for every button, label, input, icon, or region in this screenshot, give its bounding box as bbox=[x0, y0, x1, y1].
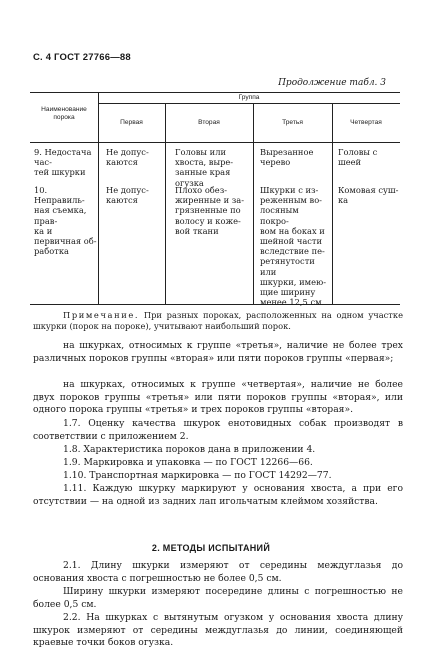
table-cell-defect-name: 9. Недостача час- тей шкурки bbox=[34, 147, 92, 178]
col-header-third: Третья bbox=[282, 119, 303, 126]
section-title: 2. МЕТОДЫ ИСПЫТАНИЙ bbox=[151, 543, 271, 553]
table-cell-second: Головы или хвоста, выре- занные края огузка bbox=[175, 147, 234, 188]
paragraph: 2.1. Длину шкурки измеряют от середины междуглазья до основания хвоста с погрешностью не более 0,5 см. bbox=[33, 560, 403, 584]
col-header-fourth: Четвертая bbox=[350, 119, 382, 126]
table-cell-defect-name: 10. Неправиль- ная съемка, прав- ка и первичная об- работка bbox=[34, 185, 97, 257]
table-cell-fourth: Комовая суш- ка bbox=[338, 185, 399, 206]
paragraph: 1.10. Транспортная маркировка — по ГОСТ 14292—77. bbox=[63, 470, 332, 481]
column-divider bbox=[165, 103, 166, 304]
column-divider bbox=[253, 103, 254, 304]
table-cell-first: Не допус- каются bbox=[106, 185, 149, 206]
table-cell-third: Вырезанное черево bbox=[260, 147, 314, 168]
column-divider bbox=[332, 103, 333, 304]
paragraph: 1.11. Каждую шкурку маркируют у основания хвоста, а при его отсутствии — на одной из задних лап игольчатым клеймом хозяйства. bbox=[33, 483, 403, 507]
table-cell-fourth: Головы с шеей bbox=[338, 147, 378, 168]
col-header-group: Группа bbox=[238, 94, 260, 101]
table-continuation-label: Продолжение табл. 3 bbox=[278, 78, 386, 88]
paragraph: 1.9. Маркировка и упаковка — по ГОСТ 12266—66. bbox=[63, 457, 313, 468]
paragraph: на шкурках, относимых к группе «третья», наличие не более трех различных пороков группы «вторая» или пяти пороков группы «первая»; bbox=[33, 340, 403, 364]
header-bottom-rule bbox=[30, 142, 400, 143]
paragraph: на шкурках, относимых к группе «четвертая», наличие не более двух пороков группы «третья» или пяти пороков группы «вторая», или одного порока группы «третья» и трех пороков группы «вторая». bbox=[33, 379, 403, 416]
paragraph: 2.2. На шкурках с вытянутым огузком у основания хвоста длину шкурок измеряют от середины междуглазья до линии, соединяющей краевые точки боков огузка. bbox=[33, 612, 403, 649]
note-label: Примечание. bbox=[63, 310, 140, 320]
table-cell-second: Плохо обез- жиренные и за- грязненные по волосу и коже- вой ткани bbox=[175, 185, 245, 236]
col-header-second: Вторая bbox=[198, 119, 220, 126]
note-text: При разных пороках, расположенных на одном участке шкурки (порок на пороке), учитывают наибольший порок. bbox=[33, 310, 403, 331]
table-note bbox=[33, 310, 403, 331]
table-cell-third: Шкурки с из- реженным во- лосяным покро- вом на боках и шейной части вследствие пе- ретянутости или шкурки, имею- щие ширину менее 12,5 см bbox=[260, 185, 327, 308]
paragraph: 1.7. Оценку качества шкурок енотовидных собак производят в соответствии с приложением 2. bbox=[33, 418, 403, 442]
paragraph: Ширину шкурки измеряют посередине длины с погрешностью не более 0,5 см. bbox=[33, 586, 403, 610]
col-header-defect-name: Наименование порока bbox=[41, 106, 87, 121]
table-cell-first: Не допус- каются bbox=[106, 147, 149, 168]
table-bottom-rule bbox=[30, 304, 400, 305]
table-top-rule bbox=[30, 92, 400, 93]
defects-table bbox=[30, 92, 400, 308]
paragraph: 1.8. Характеристика пороков дана в приложении 4. bbox=[63, 444, 316, 455]
page-header: С. 4 ГОСТ 27766—88 bbox=[33, 52, 131, 63]
group-header-rule bbox=[98, 103, 400, 104]
col-header-first: Первая bbox=[120, 119, 143, 126]
